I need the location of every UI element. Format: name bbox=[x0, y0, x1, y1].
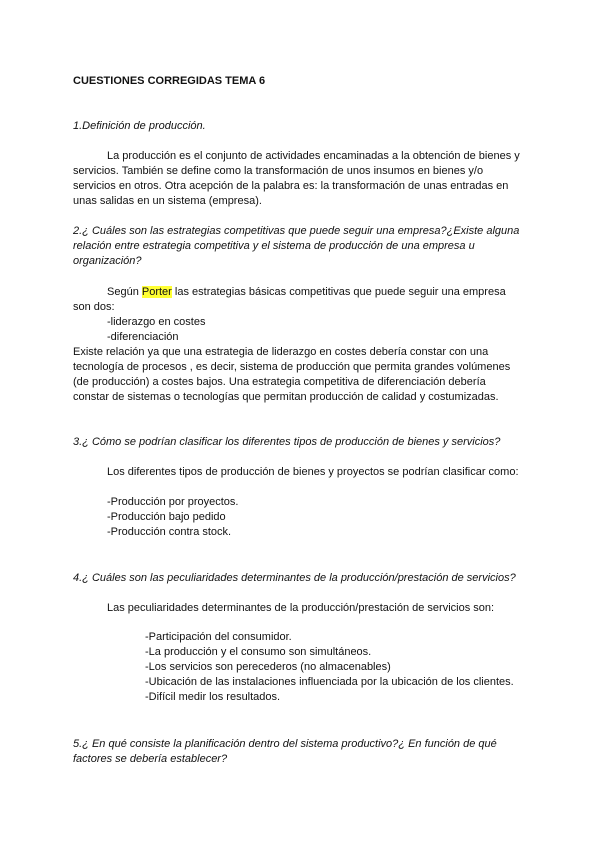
document-title: CUESTIONES CORREGIDAS TEMA 6 bbox=[73, 75, 266, 87]
answer-2-intro: son dos: bbox=[73, 301, 115, 313]
answer-1-line: servicios. También se define como la transformación de unos insumos en bienes y/o bbox=[73, 165, 484, 177]
highlighted-term: Porter bbox=[141, 286, 172, 298]
list-item: -diferenciación bbox=[107, 331, 179, 343]
question-2-heading: relación entre estrategia competitiva y el sistema de producción de una empresa u bbox=[73, 240, 475, 252]
list-item: -liderazgo en costes bbox=[107, 316, 206, 328]
answer-4-intro: Las peculiaridades determinantes de la producción/prestación de servicios son: bbox=[107, 602, 495, 614]
answer-2-intro bbox=[107, 285, 506, 300]
list-item: -Producción contra stock. bbox=[107, 526, 232, 538]
question-1-heading: 1.Definición de producción. bbox=[73, 120, 206, 132]
question-2-heading: 2.¿ Cuáles son las estrategias competitivas que puede seguir una empresa?¿Existe alguna bbox=[73, 225, 520, 237]
answer-2-line: (de producción) a costes bajos. Una estrategia competitiva de diferenciación debería bbox=[73, 376, 486, 388]
question-2-heading: organización? bbox=[73, 255, 142, 267]
list-item: -Producción bajo pedido bbox=[107, 511, 226, 523]
answer-2-line: Existe relación ya que una estrategia de liderazgo en costes debería constar con una bbox=[73, 346, 489, 358]
list-item: -Difícil medir los resultados. bbox=[145, 691, 281, 703]
question-5-heading: 5.¿ En qué consiste la planificación dentro del sistema productivo?¿ En función de qué bbox=[73, 738, 497, 750]
answer-1-line: servicios en otros. Otra acepción de la palabra es: la transformación de unas entradas en bbox=[73, 180, 509, 192]
list-item: -Participación del consumidor. bbox=[145, 631, 292, 643]
answer-1-line: La producción es el conjunto de actividades encaminadas a la obtención de bienes y bbox=[107, 150, 520, 162]
list-item: -Ubicación de las instalaciones influenciada por la ubicación de los clientes. bbox=[145, 676, 514, 688]
list-item: -Producción por proyectos. bbox=[107, 496, 239, 508]
intro-text: las estrategias básicas competitivas que puede seguir una empresa bbox=[171, 286, 506, 298]
list-item: -Los servicios son perecederos (no almacenables) bbox=[145, 661, 391, 673]
list-item: -La producción y el consumo son simultáneos. bbox=[145, 646, 372, 658]
answer-3-intro: Los diferentes tipos de producción de bienes y proyectos se podrían clasificar como: bbox=[107, 466, 519, 478]
question-4-heading: 4.¿ Cuáles son las peculiaridades determinantes de la producción/prestación de servicios? bbox=[73, 572, 516, 584]
intro-text: Según bbox=[107, 286, 142, 298]
answer-2-line: constar de sistemas o tecnologías que permitan producción de calidad y costumizadas. bbox=[73, 391, 499, 403]
answer-1-line: unas salidas en un sistema (empresa). bbox=[73, 195, 262, 207]
answer-2-line: tecnología de procesos , es decir, sistema de producción que permita grandes volúmenes bbox=[73, 361, 511, 373]
question-5-heading: factores se debería establecer? bbox=[73, 753, 228, 765]
question-3-heading: 3.¿ Cómo se podrían clasificar los diferentes tipos de producción de bienes y servicios? bbox=[73, 436, 501, 448]
